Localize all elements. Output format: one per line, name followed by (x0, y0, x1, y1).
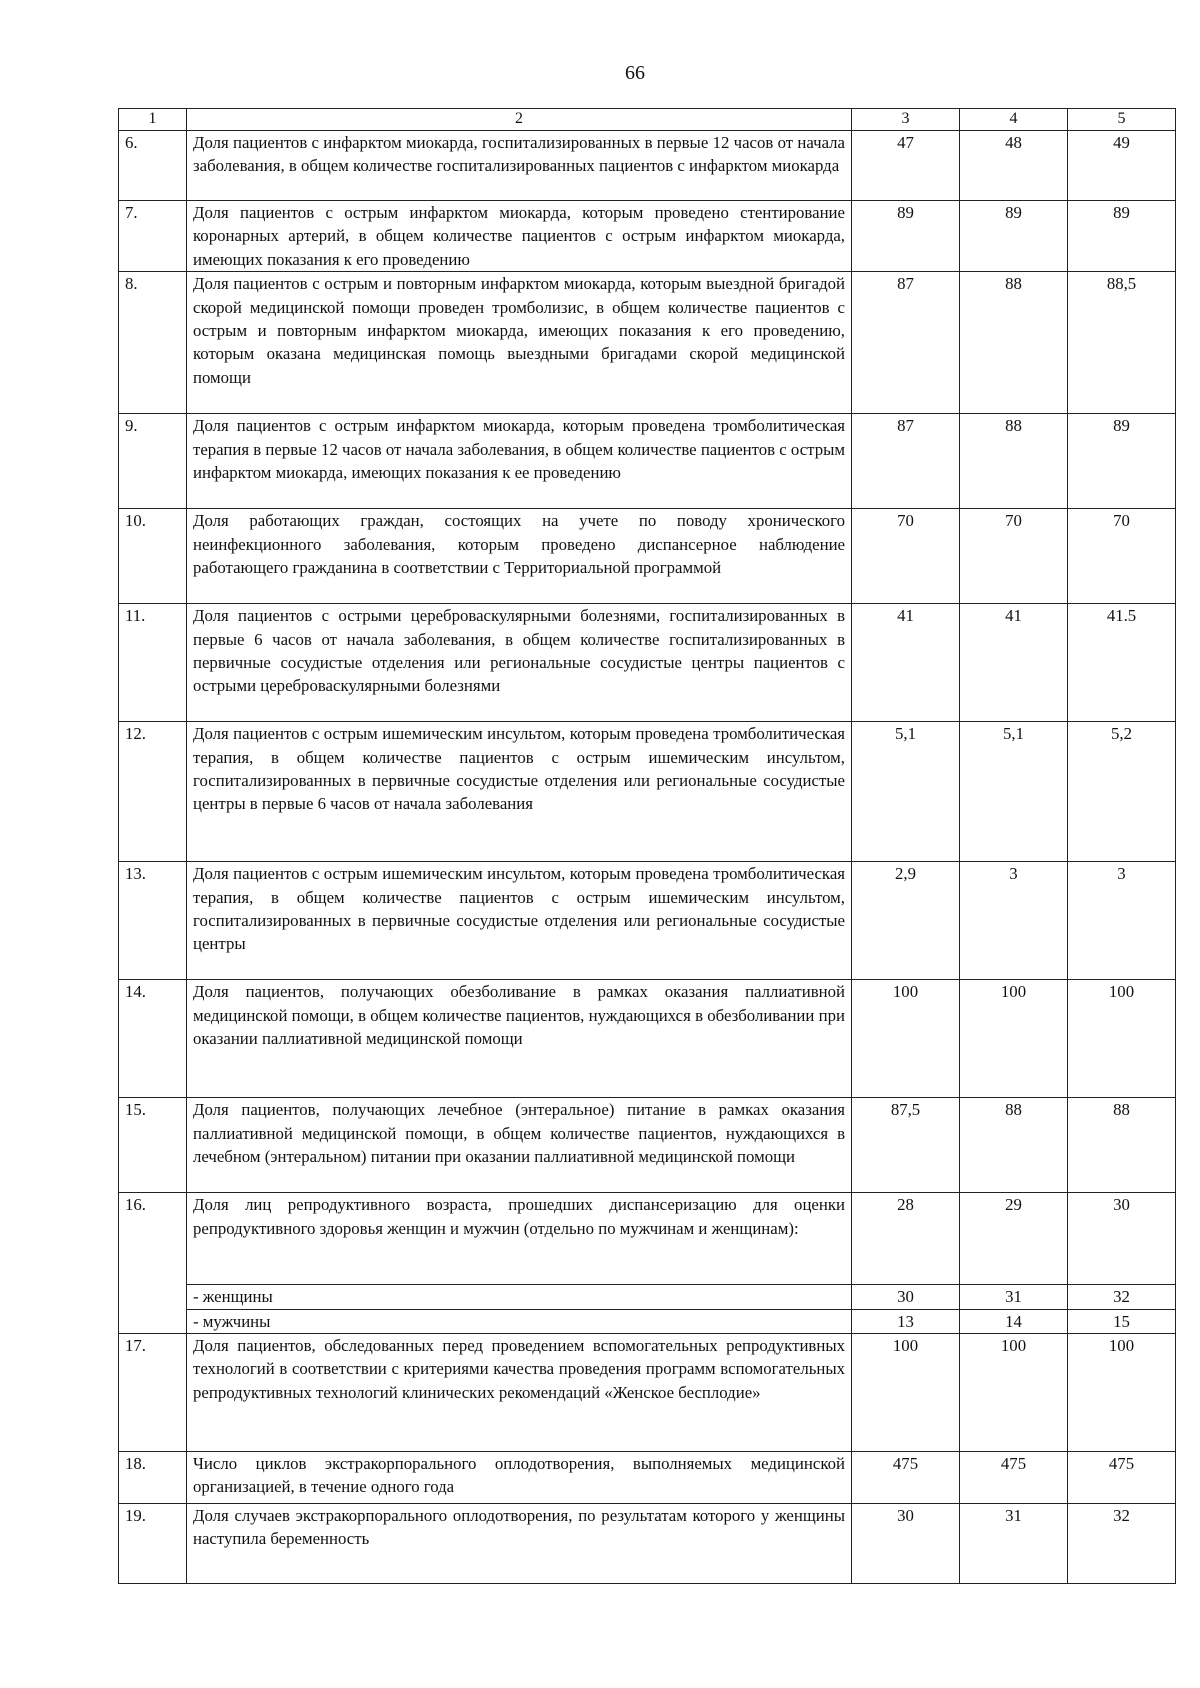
value-col4: 14 (960, 1309, 1068, 1333)
value-col4: 41 (960, 604, 1068, 722)
row-number: 18. (119, 1452, 187, 1504)
table-row (119, 1098, 1176, 1193)
value-col3: 30 (852, 1504, 960, 1584)
header-cell: 4 (960, 109, 1068, 131)
value-col3: 87,5 (852, 1098, 960, 1193)
indicator-text: Число циклов экстракорпорального оплодотворения, выполняемых медицинской организацией, в течение одного года (187, 1452, 852, 1504)
table-subrow (119, 1309, 1176, 1333)
subgroup-label: - женщины (187, 1285, 852, 1309)
indicator-text: Доля пациентов с острым инфарктом миокарда, которым проведено стентирование коронарных артерий, в общем количестве пациентов с острым инфарктом миокарда, имеющих показания к его проведению (187, 201, 852, 272)
value-col4: 5,1 (960, 722, 1068, 862)
indicator-text: Доля случаев экстракорпорального оплодотворения, по результатам которого у женщины наступила беременность (187, 1504, 852, 1584)
value-col5: 30 (1068, 1193, 1176, 1285)
indicator-text: Доля пациентов с острым ишемическим инсультом, которым проведена тромболитическая терапия, в общем количестве пациентов с острым ишемическим инсультом, госпитализированных в первичные сосудистые отделения или региональные сосудистые центры в первые 6 часов от начала заболевания (187, 722, 852, 862)
value-col3: 47 (852, 131, 960, 201)
header-cell: 5 (1068, 109, 1176, 131)
value-col3: 100 (852, 980, 960, 1098)
value-col3: 5,1 (852, 722, 960, 862)
value-col5: 3 (1068, 862, 1176, 980)
indicator-text: Доля пациентов с острыми цереброваскулярными болезнями, госпитализированных в первые 6 часов от начала заболевания, в общем количестве госпитализированных в первичные сосудистые отделения или региональные сосудистые центры пациентов с острыми цереброваскулярными болезнями (187, 604, 852, 722)
indicator-text: Доля пациентов с острым ишемическим инсультом, которым проведена тромболитическая терапия, в общем количестве пациентов с острым ишемическим инсультом, госпитализированных в первичные сосудистые отделения или региональные сосудистые центры (187, 862, 852, 980)
value-col5: 41.5 (1068, 604, 1176, 722)
value-col3: 30 (852, 1285, 960, 1309)
value-col4: 100 (960, 980, 1068, 1098)
header-cell: 3 (852, 109, 960, 131)
row-number: 11. (119, 604, 187, 722)
value-col4: 475 (960, 1452, 1068, 1504)
row-number: 10. (119, 509, 187, 604)
table-row (119, 414, 1176, 509)
page-number: 66 (625, 62, 645, 84)
value-col4: 70 (960, 509, 1068, 604)
table-row (119, 604, 1176, 722)
indicator-text: Доля пациентов с инфарктом миокарда, госпитализированных в первые 12 часов от начала заболевания, в общем количестве госпитализированных пациентов с инфарктом миокарда (187, 131, 852, 201)
value-col3: 100 (852, 1334, 960, 1452)
subgroup-label: - мужчины (187, 1309, 852, 1333)
value-col5: 475 (1068, 1452, 1176, 1504)
value-col5: 89 (1068, 414, 1176, 509)
row-number: 9. (119, 414, 187, 509)
indicators-table (118, 108, 1176, 1584)
value-col4: 48 (960, 131, 1068, 201)
value-col4: 88 (960, 272, 1068, 414)
value-col4: 88 (960, 1098, 1068, 1193)
row-number: 17. (119, 1334, 187, 1452)
table-row (119, 722, 1176, 862)
header-cell: 2 (187, 109, 852, 131)
value-col5: 88 (1068, 1098, 1176, 1193)
value-col5: 70 (1068, 509, 1176, 604)
table-header-row (119, 109, 1176, 131)
row-number: 19. (119, 1504, 187, 1584)
table-subrow (119, 1285, 1176, 1309)
header-cell: 1 (119, 109, 187, 131)
value-col3: 41 (852, 604, 960, 722)
table-row (119, 1452, 1176, 1504)
value-col5: 32 (1068, 1285, 1176, 1309)
table-row (119, 272, 1176, 414)
value-col3: 87 (852, 414, 960, 509)
row-number: 15. (119, 1098, 187, 1193)
value-col4: 31 (960, 1285, 1068, 1309)
value-col3: 87 (852, 272, 960, 414)
row-number: 14. (119, 980, 187, 1098)
row-number: 6. (119, 131, 187, 201)
value-col5: 89 (1068, 201, 1176, 272)
value-col5: 88,5 (1068, 272, 1176, 414)
row-number: 16. (119, 1193, 187, 1334)
value-col4: 3 (960, 862, 1068, 980)
row-number: 13. (119, 862, 187, 980)
value-col4: 88 (960, 414, 1068, 509)
indicator-text: Доля пациентов, получающих обезболивание в рамках оказания паллиативной медицинской помощи, в общем количестве пациентов, нуждающихся в обезболивании при оказании паллиативной медицинской помощи (187, 980, 852, 1098)
value-col4: 31 (960, 1504, 1068, 1584)
table-row (119, 980, 1176, 1098)
value-col5: 100 (1068, 1334, 1176, 1452)
indicator-text: Доля пациентов с острым инфарктом миокарда, которым проведена тромболитическая терапия в первые 12 часов от начала заболевания, в общем количестве пациентов с острым инфарктом миокарда, имеющих показания к ее проведению (187, 414, 852, 509)
indicator-text: Доля пациентов, получающих лечебное (энтеральное) питание в рамках оказания паллиативной медицинской помощи, в общем количестве пациентов, нуждающихся в лечебном (энтеральном) питании при оказании паллиативной медицинской помощи (187, 1098, 852, 1193)
row-number: 12. (119, 722, 187, 862)
row-number: 8. (119, 272, 187, 414)
value-col3: 2,9 (852, 862, 960, 980)
table-row (119, 1504, 1176, 1584)
value-col4: 100 (960, 1334, 1068, 1452)
indicator-text: Доля пациентов, обследованных перед проведением вспомогательных репродуктивных технологий в соответствии с критериями качества проведения программ вспомогательных репродуктивных технологий клинических рекомендаций «Женское бесплодие» (187, 1334, 852, 1452)
table-row (119, 1193, 1176, 1285)
row-number: 7. (119, 201, 187, 272)
indicator-text: Доля работающих граждан, состоящих на учете по поводу хронического неинфекционного заболевания, которым проведено диспансерное наблюдение работающего гражданина в соответствии с Территориальной программой (187, 509, 852, 604)
value-col4: 89 (960, 201, 1068, 272)
value-col3: 475 (852, 1452, 960, 1504)
value-col5: 49 (1068, 131, 1176, 201)
value-col3: 13 (852, 1309, 960, 1333)
table-row (119, 862, 1176, 980)
value-col3: 28 (852, 1193, 960, 1285)
value-col4: 29 (960, 1193, 1068, 1285)
table-row (119, 509, 1176, 604)
value-col5: 100 (1068, 980, 1176, 1098)
indicator-text: Доля лиц репродуктивного возраста, прошедших диспансеризацию для оценки репродуктивного здоровья женщин и мужчин (отдельно по мужчинам и женщинам): (187, 1193, 852, 1285)
value-col5: 32 (1068, 1504, 1176, 1584)
table-row (119, 131, 1176, 201)
indicator-text: Доля пациентов с острым и повторным инфарктом миокарда, которым выездной бригадой скорой медицинской помощи проведен тромболизис, в общем количестве пациентов с острым и повторным инфарктом миокарда, имеющих показания к его проведению, которым оказана медицинская помощь выездными бригадами скорой медицинской помощи (187, 272, 852, 414)
table-row (119, 201, 1176, 272)
value-col3: 89 (852, 201, 960, 272)
value-col3: 70 (852, 509, 960, 604)
value-col5: 5,2 (1068, 722, 1176, 862)
value-col5: 15 (1068, 1309, 1176, 1333)
table-row (119, 1334, 1176, 1452)
